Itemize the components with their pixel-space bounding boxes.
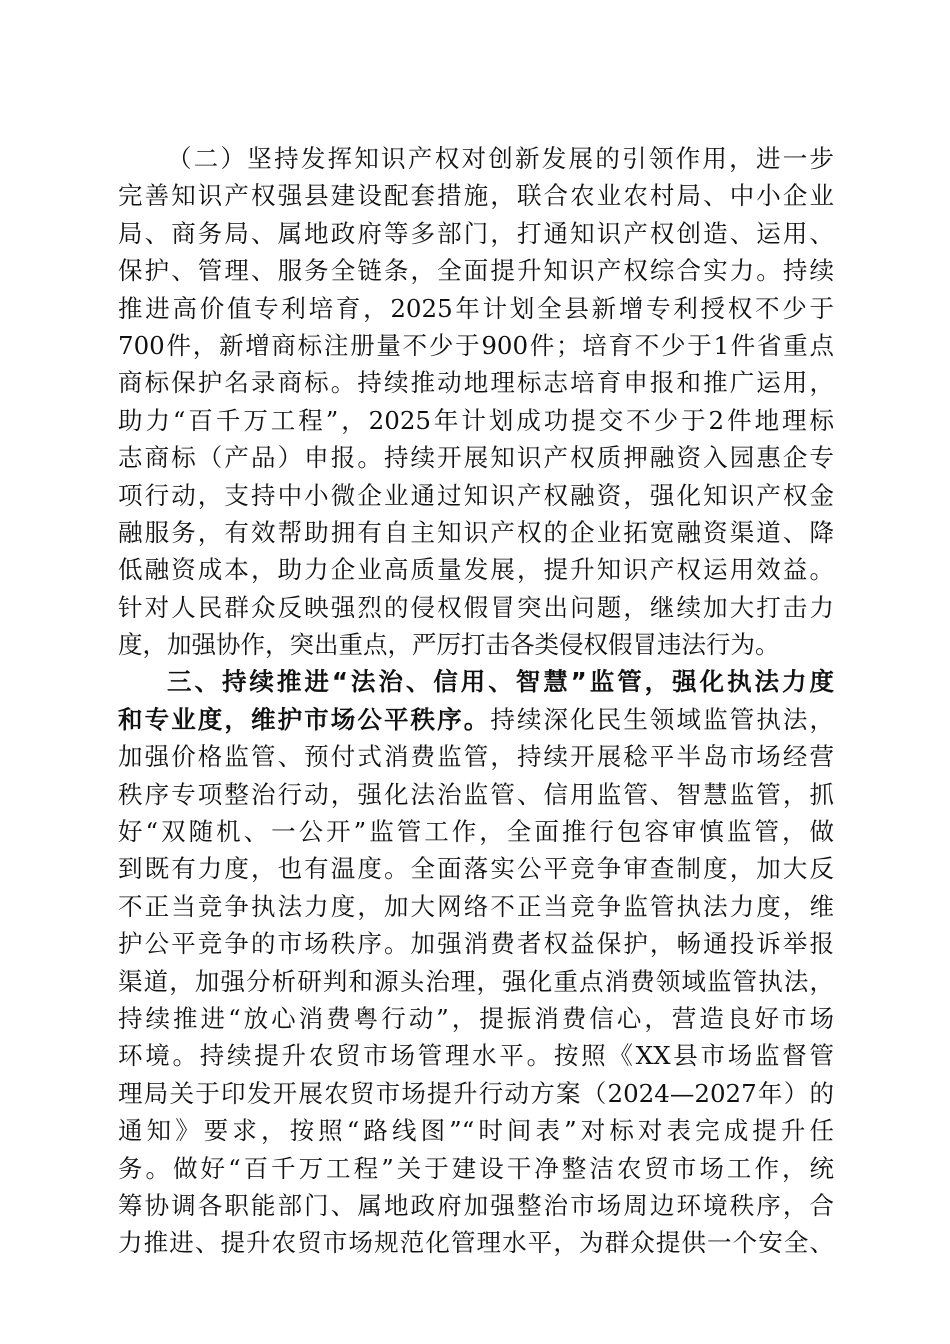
- text-line: 渠道，加强分析研判和源头治理，强化重点消费领域监管执法，: [118, 966, 834, 996]
- text-line: 务。做好“百千万工程”关于建设干净整洁农贸市场工作，统: [118, 1153, 834, 1183]
- text-line: 到既有力度，也有温度。全面落实公平竞争审查制度，加大反: [118, 854, 834, 884]
- text-line: 商标保护名录商标。持续推动地理标志培育申报和推广运用，: [118, 368, 834, 398]
- text-line: 好“双随机、一公开”监管工作，全面推行包容审慎监管，做: [118, 817, 834, 847]
- text-line: 融服务，有效帮助拥有自主知识产权的企业拓宽融资渠道、降: [118, 517, 834, 547]
- text-line: 局、商务局、属地政府等多部门，打通知识产权创造、运用、: [118, 218, 834, 248]
- text-line: 推进高价值专利培育，2025年计划全县新增专利授权不少于: [118, 293, 834, 323]
- paragraph-ip-innovation: [118, 140, 834, 663]
- section-heading-continued: 和专业度，维护市场公平秩序。: [118, 704, 491, 734]
- document-page: [118, 140, 834, 1262]
- text-line: 力推进、提升农贸市场规范化管理水平，为群众提供一个安全、: [118, 1228, 834, 1258]
- text-line: 700件，新增商标注册量不少于900件；培育不少于1件省重点: [118, 330, 834, 360]
- text-line: 加强价格监管、预付式消费监管，持续开展稔平半岛市场经营: [118, 742, 834, 772]
- text-line: 项行动，支持中小微企业通过知识产权融资，强化知识产权金: [118, 480, 834, 510]
- text-line: 完善知识产权强县建设配套措施，联合农业农村局、中小企业: [118, 181, 834, 211]
- text-line: 不正当竞争执法力度，加大网络不正当竞争监管执法力度，维: [118, 891, 834, 921]
- text-line: 持续推进“放心消费粤行动”，提振消费信心，营造良好市场: [118, 1003, 834, 1033]
- text-line: 理局关于印发开展农贸市场提升行动方案（2024—2027年）的: [118, 1078, 834, 1108]
- text-line: 保护、管理、服务全链条，全面提升知识产权综合实力。持续: [118, 256, 834, 286]
- text-line: 秩序专项整治行动，强化法治监管、信用监管、智慧监管，抓: [118, 779, 834, 809]
- text-line: 筹协调各职能部门、属地政府加强整治市场周边环境秩序，合: [118, 1190, 834, 1220]
- section-three: [118, 663, 834, 1261]
- text-line: 助力“百千万工程”，2025年计划成功提交不少于2件地理标: [118, 405, 834, 435]
- text-line: 环境。持续提升农贸市场管理水平。按照《XX县市场监督管: [118, 1041, 834, 1071]
- text-line: 通知》要求，按照“路线图”“时间表”对标对表完成提升任: [118, 1116, 834, 1146]
- text-line: 度，加强协作，突出重点，严厉打击各类侵权假冒违法行为。: [118, 630, 780, 660]
- text-line: 志商标（产品）申报。持续开展知识产权质押融资入园惠企专: [118, 443, 834, 473]
- text-line: [118, 701, 834, 738]
- text-line: （二）坚持发挥知识产权对创新发展的引领作用，进一步: [167, 144, 834, 173]
- text-line: 低融资成本，助力企业高质量发展，提升知识产权运用效益。: [118, 555, 834, 585]
- section-heading: 三、持续推进“法治、信用、智慧”监管，强化执法力度: [167, 667, 834, 697]
- section-text-start: 持续深化民生领域监管执法，: [490, 704, 834, 734]
- text-line: 护公平竞争的市场秩序。加强消费者权益保护，畅通投诉举报: [118, 929, 834, 959]
- text-line: 针对人民群众反映强烈的侵权假冒突出问题，继续加大打击力: [118, 592, 834, 622]
